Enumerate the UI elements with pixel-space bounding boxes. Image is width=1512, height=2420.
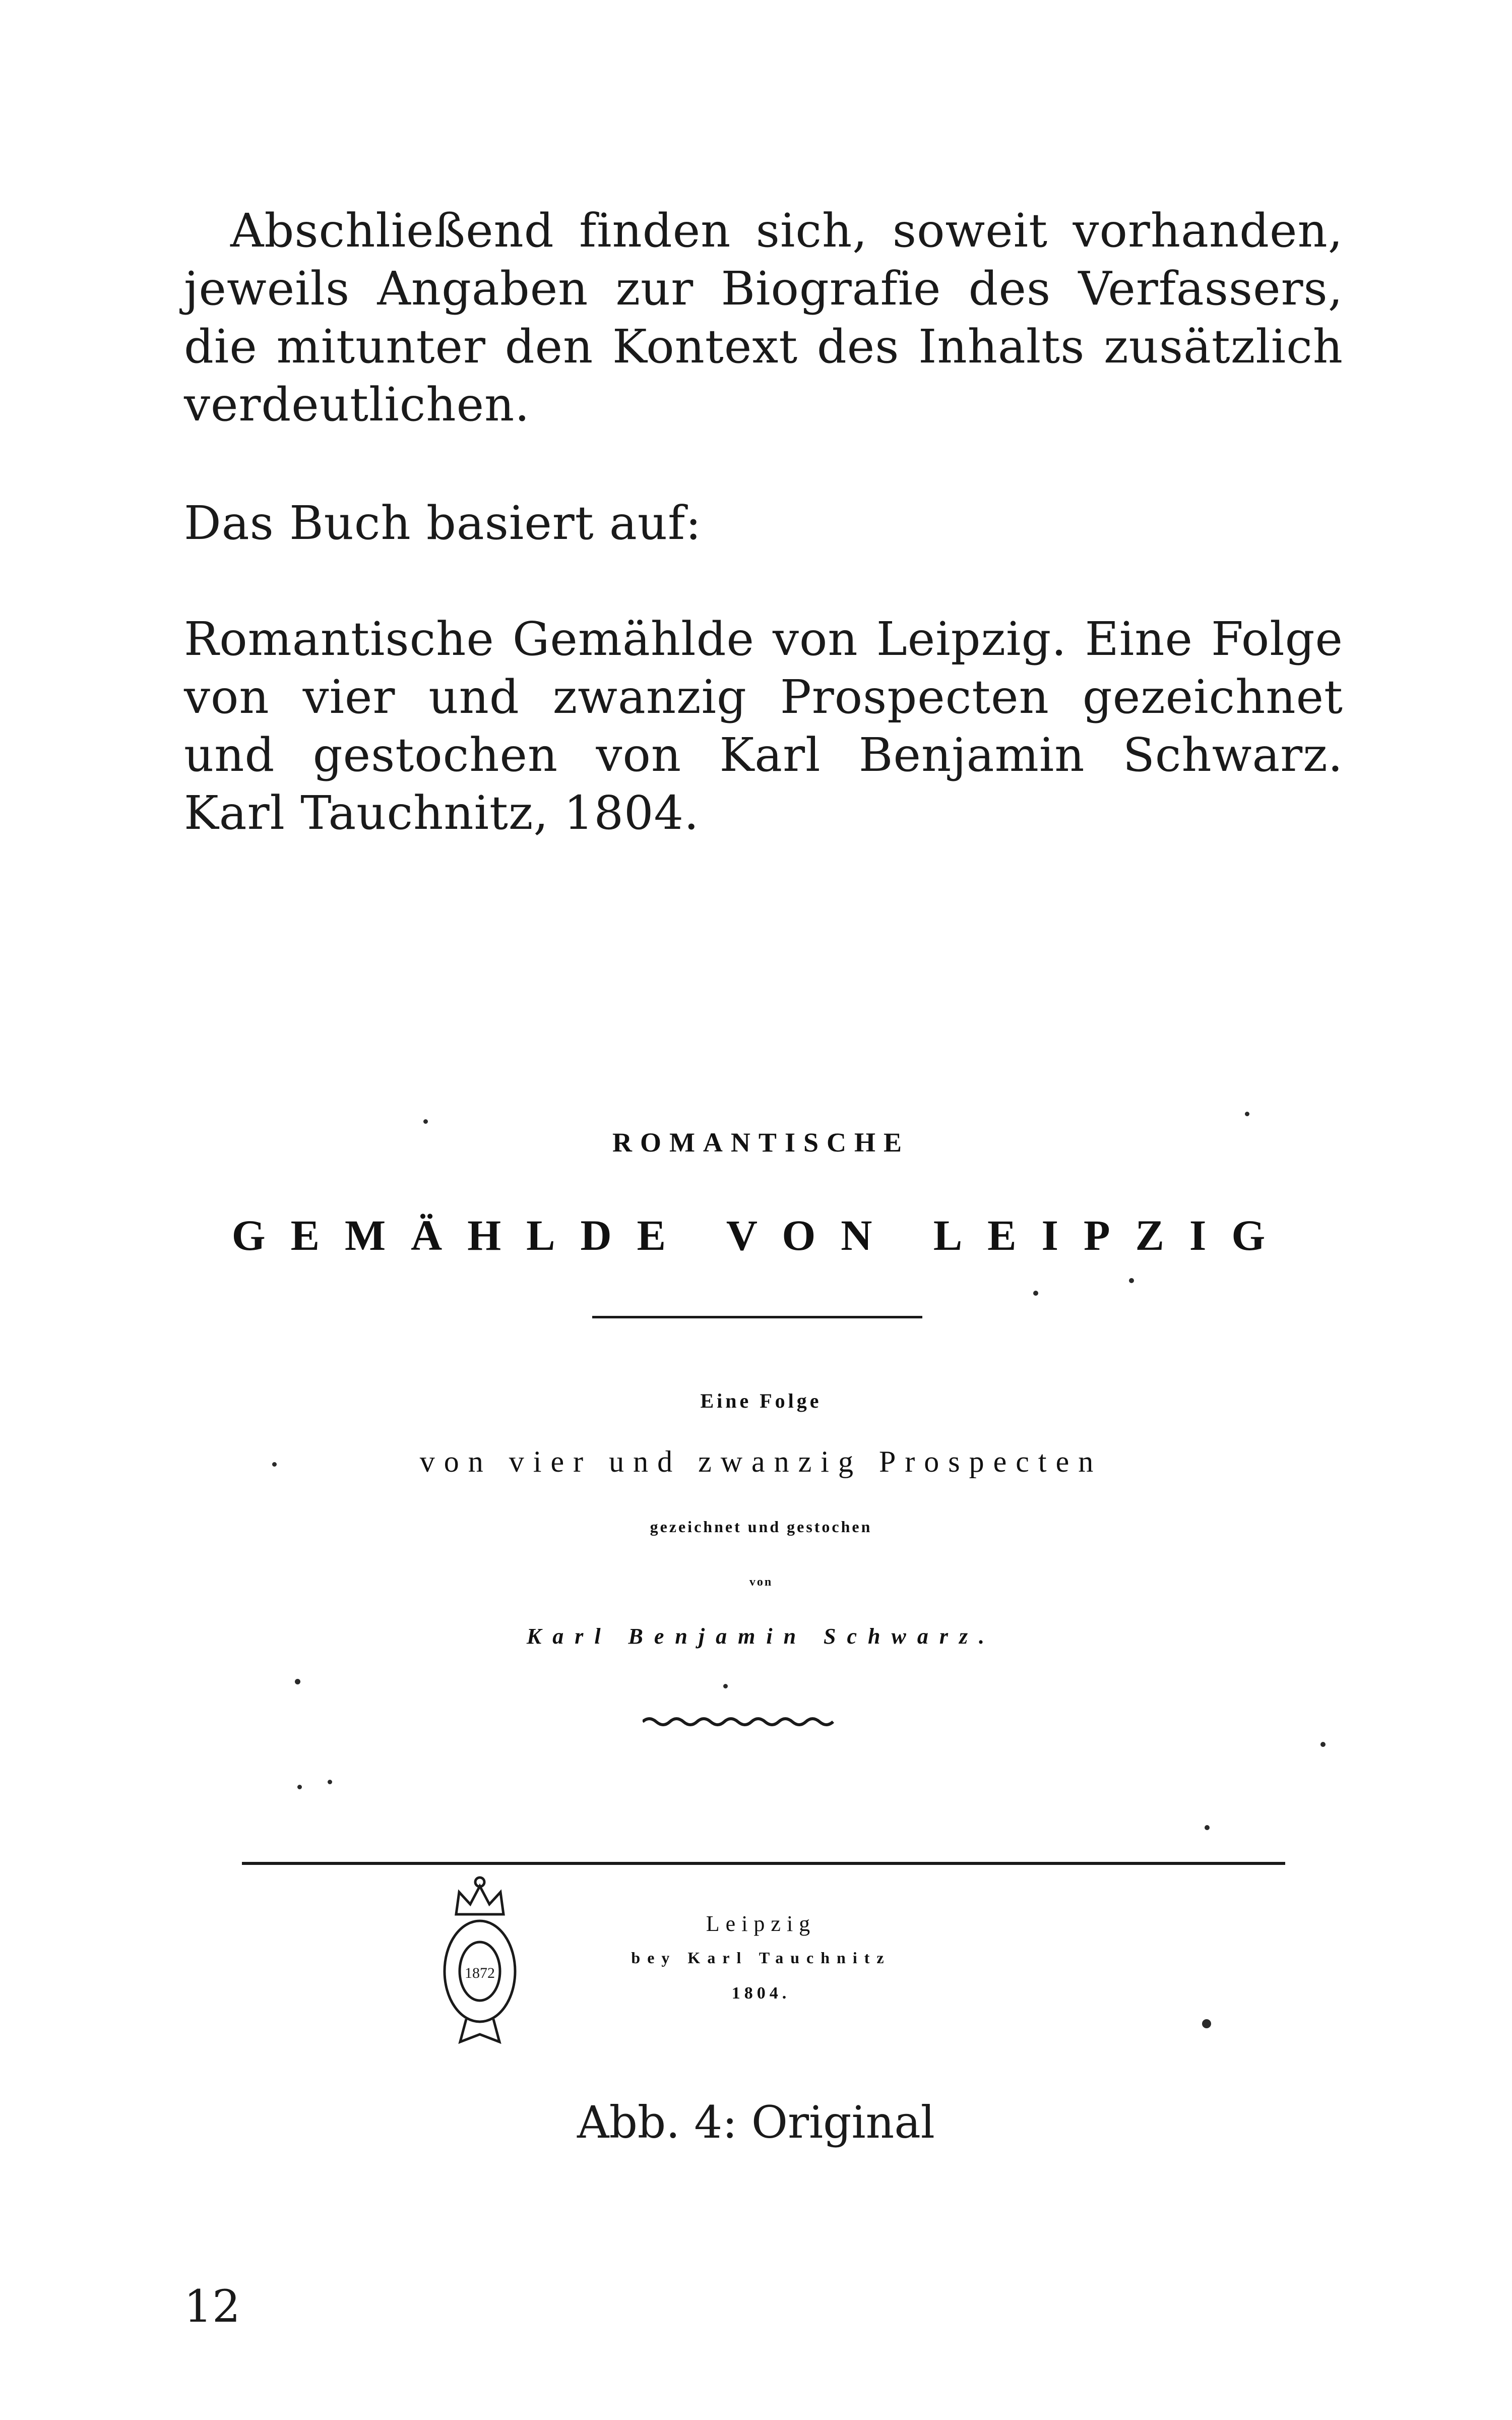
print-speck	[1205, 1825, 1210, 1830]
facsimile-title-line-2: GEMÄHLDE VON LEIPZIG	[231, 1211, 1291, 1259]
print-speck	[1033, 1291, 1038, 1296]
facsimile-line-gezeichnet: gezeichnet und gestochen	[650, 1518, 872, 1536]
facsimile-rule-short	[592, 1316, 922, 1318]
facsimile-year: 1804.	[731, 1984, 791, 2003]
print-speck	[423, 1119, 428, 1124]
print-speck	[1320, 1742, 1326, 1747]
print-speck	[1245, 1112, 1249, 1116]
facsimile-author: Karl Benjamin Schwarz.	[526, 1624, 996, 1649]
facsimile-publisher: bey Karl Tauchnitz	[631, 1949, 891, 1967]
figure-caption: Abb. 4: Original	[577, 2096, 935, 2148]
print-speck	[295, 1679, 300, 1684]
svg-text:1872: 1872	[465, 1965, 495, 1981]
paragraph-biography-note: Abschließend finden sich, soweit vorhanden, jeweils Angaben zur Biografie des Verfassers, die mitunter den Kontext des Inhalts zusätzlich verdeutlichen.	[184, 204, 1343, 432]
library-stamp-icon	[441, 1868, 519, 2062]
print-speck	[1202, 2019, 1211, 2028]
facsimile-place: Leipzig	[706, 1911, 816, 1936]
facsimile-line-von: von	[749, 1576, 773, 1589]
print-speck	[723, 1684, 728, 1688]
paragraph-source-citation: Romantische Gemählde von Leipzig. Eine Folge von vier und zwanzig Prospecten gezeichnet und gestochen von Karl Benjamin Schwarz. Karl Tauchnitz, 1804.	[184, 612, 1343, 840]
facsimile-line-eine-folge: Eine Folge	[700, 1389, 822, 1412]
facsimile-wavy-ornament	[643, 1714, 834, 1729]
print-speck	[328, 1780, 332, 1784]
print-speck	[297, 1785, 302, 1789]
facsimile-rule-long	[242, 1862, 1285, 1865]
print-speck	[1129, 1278, 1134, 1283]
title-page-facsimile	[186, 1109, 1336, 2067]
print-speck	[272, 1462, 277, 1467]
facsimile-title-line-1: ROMANTISCHE	[612, 1127, 910, 1158]
page-number: 12	[184, 2280, 240, 2332]
paragraph-based-on: Das Buch basiert auf:	[184, 496, 702, 550]
facsimile-line-prospecten: von vier und zwanzig Prospecten	[419, 1445, 1103, 1478]
